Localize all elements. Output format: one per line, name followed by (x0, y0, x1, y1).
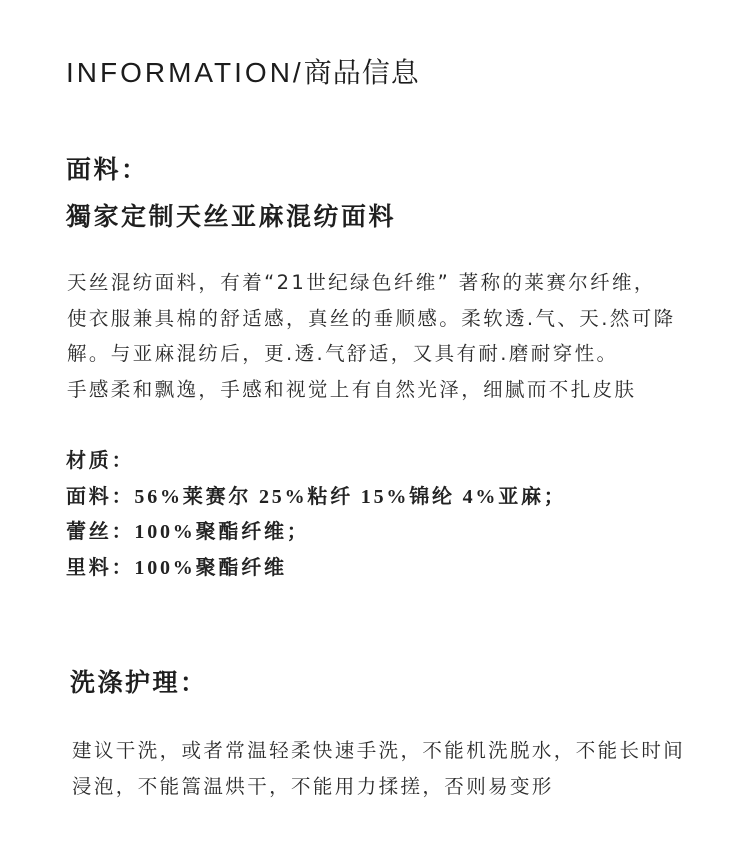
care-instructions (72, 733, 685, 805)
material-row-lace: 蕾丝：100%聚酯纤维； (66, 521, 310, 544)
description-line: 手感柔和飘逸，手感和视觉上有自然光泽，细腻而不扎皮肤 (67, 377, 637, 401)
page-title (66, 55, 420, 91)
fabric-description (67, 265, 676, 407)
care-line: 建议干洗，或者常温轻柔快速手洗，不能机洗脱水，不能长时间 (72, 739, 686, 762)
description-line: 使衣服兼具棉的舒适感，真丝的垂顺感。柔软透.气、天.然可降 (67, 306, 676, 330)
material-section (66, 444, 567, 587)
title-english: INFORMATION/ (66, 57, 304, 88)
title-chinese: 商品信息 (303, 57, 420, 88)
description-line: 解。与亚麻混纺后，更.透.气舒适，又具有耐.磨耐穿性。 (67, 342, 619, 365)
material-label: 材质： (66, 450, 135, 472)
material-row-lining: 里料：100%聚酯纤维 (66, 557, 287, 580)
material-row-fabric: 面料：56%莱赛尔 25%粘纤 15%锦纶 4%亚麻； (66, 485, 567, 508)
fabric-name: 獨家定制天丝亚麻混纺面料 (66, 202, 397, 231)
care-label: 洗涤护理： (70, 668, 208, 697)
care-line: 浸泡，不能篙温烘干，不能用力揉搓，否则易变形 (72, 775, 554, 798)
description-line: 天丝混纺面料，有着“21世纪绿色纤维” 著称的莱赛尔纤维， (67, 271, 656, 294)
fabric-label: 面料： (66, 155, 149, 184)
